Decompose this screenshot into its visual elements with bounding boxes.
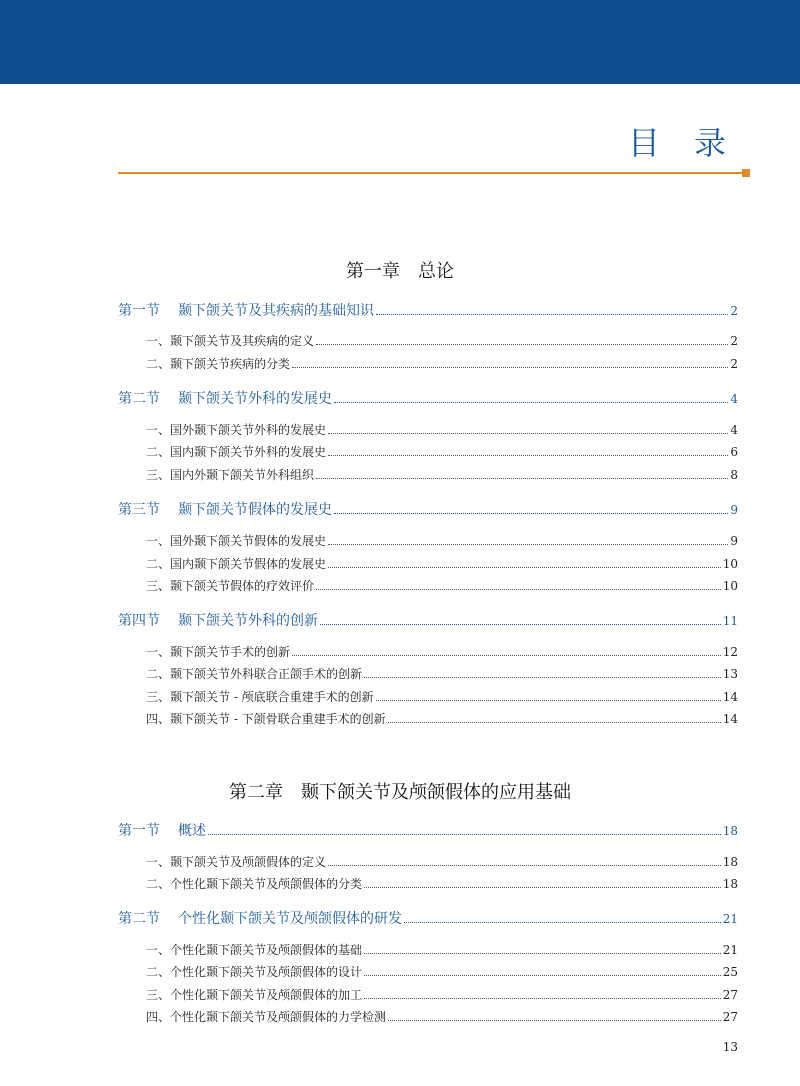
toc-item-entry[interactable] — [146, 577, 738, 594]
toc-item-entry[interactable] — [146, 986, 738, 1003]
item-title: 三、个性化颞下颌关节及颅颌假体的加工 — [146, 988, 363, 1002]
section-number: 第二节 — [118, 911, 160, 927]
page-number: 2 — [730, 334, 738, 348]
toc-item-entry[interactable] — [146, 466, 738, 483]
toc-item-entry[interactable] — [146, 710, 738, 727]
item-title: 二、国内颞下颌关节外科的发展史 — [146, 445, 327, 459]
page-number: 11 — [722, 614, 738, 628]
dot-leader — [376, 313, 728, 315]
page-folio: 13 — [722, 1040, 738, 1054]
dot-leader — [388, 721, 721, 723]
toc-section-entry[interactable] — [118, 908, 738, 928]
section-title: 颞下颌关节及其疾病的基础知识 — [178, 303, 374, 319]
chapter-number: 第一章 — [346, 261, 400, 282]
toc-section-entry[interactable] — [118, 388, 738, 408]
item-title: 一、颞下颌关节及颅颌假体的定义 — [146, 855, 327, 869]
dot-leader — [292, 366, 728, 368]
toc-title: 目 录 — [627, 124, 738, 162]
header-band — [0, 0, 800, 84]
dot-leader — [292, 654, 721, 656]
page-number: 2 — [730, 357, 738, 371]
dot-leader — [376, 699, 721, 701]
section-number: 第一节 — [118, 303, 160, 319]
item-title: 三、颞下颌关节 - 颅底联合重建手术的创新 — [146, 690, 374, 704]
toc-item-entry[interactable] — [146, 421, 738, 438]
page-number: 13 — [722, 667, 738, 681]
item-title: 一、个性化颞下颌关节及颅颌假体的基础 — [146, 943, 363, 957]
dot-leader — [388, 1019, 721, 1021]
toc-section-entry[interactable] — [118, 610, 738, 630]
item-title: 一、国外颞下颌关节假体的发展史 — [146, 534, 327, 548]
section-title: 概述 — [178, 823, 206, 839]
section-title: 个性化颞下颌关节及颅颌假体的研发 — [178, 911, 402, 927]
section-title: 颞下颌关节假体的发展史 — [178, 502, 332, 518]
page-number: 10 — [722, 557, 738, 571]
chapter-title: 总论 — [418, 261, 454, 282]
dot-leader — [316, 343, 728, 345]
toc-item-entry[interactable] — [146, 443, 738, 460]
toc-section-entry[interactable] — [118, 300, 738, 320]
dot-leader — [328, 432, 728, 434]
page-number: 18 — [722, 877, 738, 891]
dot-leader — [328, 543, 728, 545]
toc-section-entry[interactable] — [118, 499, 738, 519]
toc-item-entry[interactable] — [146, 941, 738, 958]
toc-item-entry[interactable] — [146, 555, 738, 572]
dot-leader — [334, 401, 728, 403]
section-number: 第三节 — [118, 502, 160, 518]
item-title: 一、颞下颌关节及其疾病的定义 — [146, 334, 315, 348]
item-title: 四、个性化颞下颌关节及颅颌假体的力学检测 — [146, 1010, 387, 1024]
dot-leader — [364, 886, 721, 888]
page-number: 25 — [722, 965, 738, 979]
chapter-heading — [0, 778, 800, 804]
section-title: 颞下颌关节外科的发展史 — [178, 391, 332, 407]
chapter-number: 第二章 — [229, 782, 283, 803]
page-number: 14 — [722, 690, 738, 704]
page-number: 8 — [730, 468, 738, 482]
page-number: 14 — [722, 712, 738, 726]
chapter-title: 颞下颌关节及颅颌假体的应用基础 — [301, 782, 571, 803]
page-number: 12 — [722, 645, 738, 659]
dot-leader — [364, 676, 721, 678]
dot-leader — [320, 623, 721, 625]
page-number: 27 — [722, 988, 738, 1002]
page-number: 9 — [730, 503, 738, 517]
page-number: 27 — [722, 1010, 738, 1024]
toc-item-entry[interactable] — [146, 332, 738, 349]
page-number: 2 — [730, 304, 738, 318]
toc-item-entry[interactable] — [146, 963, 738, 980]
item-title: 三、颞下颌关节假体的疗效评价 — [146, 579, 315, 593]
page-number: 21 — [722, 912, 738, 926]
item-title: 二、颞下颌关节疾病的分类 — [146, 357, 291, 371]
dot-leader — [328, 864, 721, 866]
toc-item-entry[interactable] — [146, 355, 738, 372]
dot-leader — [364, 997, 721, 999]
page-number: 18 — [722, 855, 738, 869]
dot-leader — [404, 921, 721, 923]
dot-leader — [316, 477, 728, 479]
toc-item-entry[interactable] — [146, 853, 738, 870]
toc-section-entry[interactable] — [118, 820, 738, 840]
dot-leader — [316, 588, 721, 590]
section-number: 第一节 — [118, 823, 160, 839]
page-number: 4 — [730, 423, 738, 437]
dot-leader — [364, 952, 721, 954]
item-title: 二、颞下颌关节外科联合正颌手术的创新 — [146, 667, 363, 681]
item-title: 二、个性化颞下颌关节及颅颌假体的设计 — [146, 965, 363, 979]
item-title: 一、国外颞下颌关节外科的发展史 — [146, 423, 327, 437]
section-title: 颞下颌关节外科的创新 — [178, 613, 318, 629]
toc-item-entry[interactable] — [146, 688, 738, 705]
dot-leader — [334, 512, 728, 514]
page-number: 6 — [730, 445, 738, 459]
chapter-heading — [0, 257, 800, 283]
dot-leader — [364, 974, 721, 976]
title-rule — [118, 172, 742, 174]
page-number: 10 — [722, 579, 738, 593]
page-number: 9 — [730, 534, 738, 548]
dot-leader — [328, 454, 728, 456]
toc-item-entry[interactable] — [146, 532, 738, 549]
page-number: 21 — [722, 943, 738, 957]
item-title: 三、国内外颞下颌关节外科组织 — [146, 468, 315, 482]
item-title: 一、颞下颌关节手术的创新 — [146, 645, 291, 659]
section-number: 第四节 — [118, 613, 160, 629]
item-title: 二、个性化颞下颌关节及颅颌假体的分类 — [146, 877, 363, 891]
toc-item-entry[interactable] — [146, 1008, 738, 1025]
title-rule-marker — [742, 169, 750, 177]
item-title: 二、国内颞下颌关节假体的发展史 — [146, 557, 327, 571]
toc-item-entry[interactable] — [146, 665, 738, 682]
dot-leader — [328, 566, 721, 568]
toc-item-entry[interactable] — [146, 643, 738, 660]
toc-item-entry[interactable] — [146, 875, 738, 892]
dot-leader — [208, 833, 721, 835]
section-number: 第二节 — [118, 391, 160, 407]
page-number: 4 — [730, 392, 738, 406]
page-number: 18 — [722, 824, 738, 838]
item-title: 四、颞下颌关节 - 下颌骨联合重建手术的创新 — [146, 712, 386, 726]
